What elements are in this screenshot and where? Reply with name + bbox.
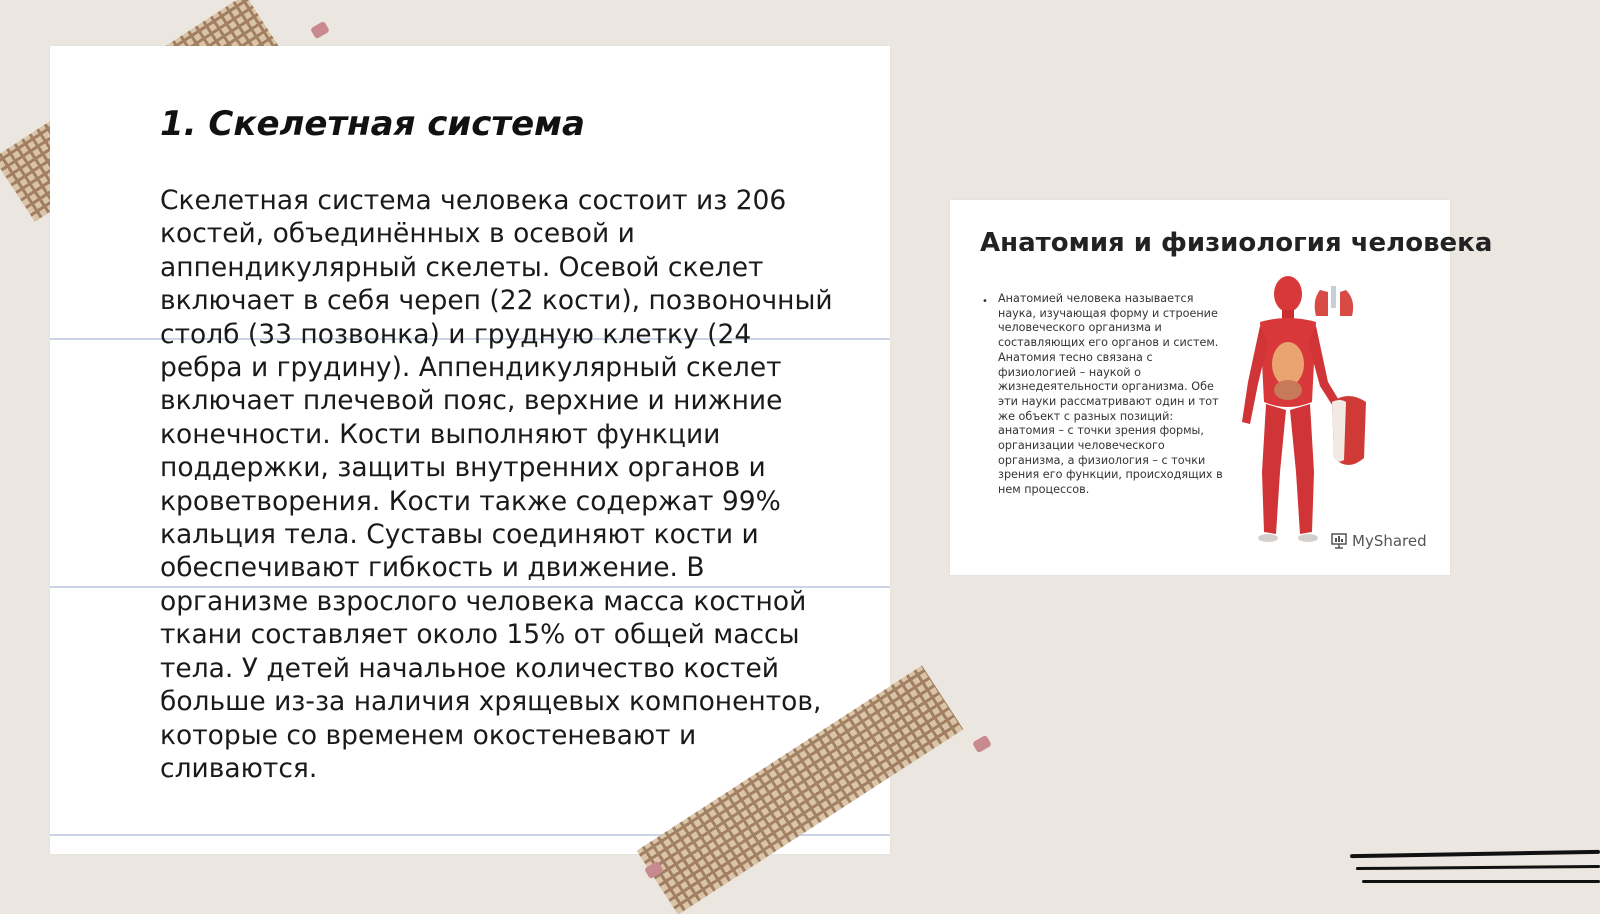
brush-stroke-decoration	[1350, 850, 1600, 858]
brush-stroke-decoration	[1356, 865, 1600, 870]
slide-text: Анатомией человека называется наука, изучающая форму и строение человеческого организма и составляющих его органов и систем. Анатомия тесно связана с физиологией – наукой о жизнедеятельности организма. Обе эти науки рассматривают один и тот же объект с разных позиций: анатомия – с точки зрения формы, организации человеческого организма, а физиология – с точки зрения его функции, происходящих в нем процессов.	[998, 292, 1223, 497]
page-title: 1. Скелетная система	[160, 104, 585, 144]
tape-tip-decoration	[310, 21, 330, 39]
embedded-slide-image	[950, 200, 1493, 575]
brush-stroke-decoration	[1362, 880, 1600, 883]
presentation-icon	[1330, 532, 1348, 550]
watermark-text: MyShared	[1352, 532, 1427, 550]
slide-title: Анатомия и физиология человека	[980, 228, 1493, 258]
anatomy-figure-icon	[1228, 272, 1408, 552]
watermark-logo	[1330, 532, 1427, 550]
tape-tip-decoration	[972, 735, 992, 753]
body-paragraph: Скелетная система человека состоит из 206 костей, объединённых в осевой и аппендикулярный скелеты. Осевой скелет включает в себя череп (22 кости), позвоночный столб (33 позвонка) и грудную клетку (24 ребра и грудину). Аппендикулярный скелет включает плечевой пояс, верхние и нижние конечности. Кости выполняют функции поддержки, защиты внутренних органов и кроветворения. Кости также содержат 99% кальция тела. Суставы соединяют кости и обеспечивают гибкость и движение. В организме взрослого человека масса костной ткани составляет около 15% от общей массы тела. У детей начальное количество костей больше из-за наличия хрящевых компонентов, которые со временем окостеневают и сливаются.	[160, 185, 833, 784]
slide-bullet: •	[982, 296, 988, 307]
